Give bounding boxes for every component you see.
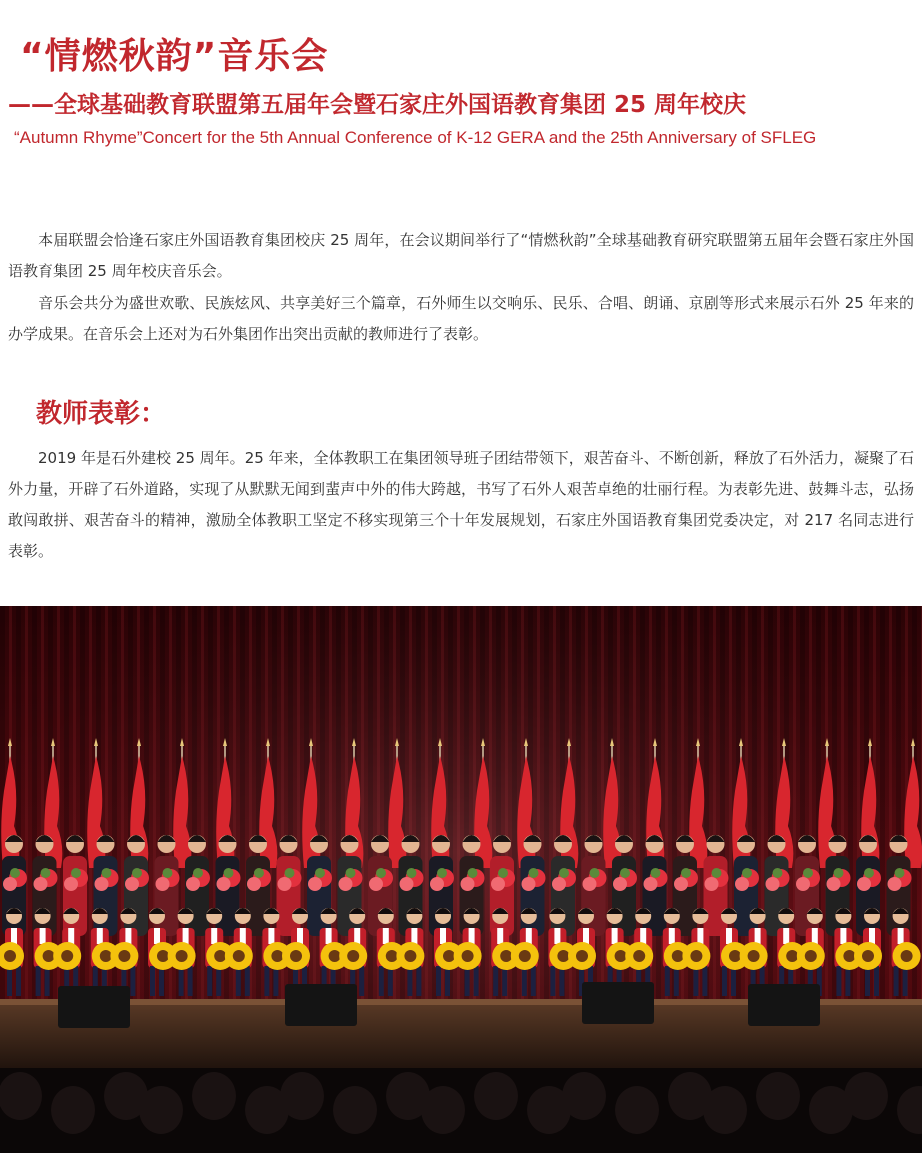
- english-title: “Autumn Rhyme”Concert for the 5th Annual Conference of K-12 GERA and the 25th Anniversary of SFLEG: [14, 128, 817, 147]
- concert-photo: [0, 606, 922, 1153]
- intro-paragraph-1: [8, 225, 914, 287]
- section-heading: 教师表彰：: [36, 399, 167, 429]
- intro-paragraph-1-text: 本届联盟会恰逢石家庄外国语教育集团校庆 25 周年，在会议期间举行了“情燃秋韵”全球基础教育研究联盟第五届年会暨石家庄外国语教育集团 25 周年校庆音乐会。: [8, 231, 914, 280]
- audience-head: [0, 1072, 42, 1120]
- intro-paragraph-2: [8, 288, 914, 350]
- audience-head: [280, 1072, 324, 1120]
- page-title: “情燃秋韵”音乐会: [20, 36, 329, 77]
- audience-head: [333, 1086, 377, 1134]
- audience-head: [51, 1086, 95, 1134]
- audience-head: [756, 1072, 800, 1120]
- section-paragraph-text: 2019 年是石外建校 25 周年。25 年来，全体教职工在集团领导班子团结带领下，艰苦奋斗、不断创新，释放了石外活力，凝聚了石外力量，开辟了石外道路，实现了从默默无闻到蜚声中外的伟大跨越，书写了石外人艰苦卓绝的壮丽行程。为表彰先进、鼓舞斗志，弘扬敢闯敢拼、艰苦奋斗的精神，激励全体教职工坚定不移实现第三个十年发展规划，石家庄外国语教育集团党委决定，对 217 名同志进行表彰。: [8, 449, 914, 560]
- speaker: [748, 984, 820, 1026]
- audience-head: [139, 1086, 183, 1134]
- intro-paragraph-2-text: 音乐会共分为盛世欢歌、民族炫风、共享美好三个篇章，石外师生以交响乐、民乐、合唱、朗诵、京剧等形式来展示石外 25 年来的办学成果。在音乐会上还对为石外集团作出突出贡献的教师进行了表彰。: [8, 294, 914, 343]
- audience-head: [844, 1072, 888, 1120]
- audience-head: [474, 1072, 518, 1120]
- page-subtitle: ——全球基础教育联盟第五届年会暨石家庄外国语教育集团 25 周年校庆: [8, 92, 747, 118]
- section-paragraph: [8, 443, 914, 567]
- speaker: [582, 982, 654, 1024]
- audience-head: [615, 1086, 659, 1134]
- audience-head: [421, 1086, 465, 1134]
- audience-head: [562, 1072, 606, 1120]
- audience-head: [192, 1072, 236, 1120]
- audience-head: [703, 1086, 747, 1134]
- speaker: [285, 984, 357, 1026]
- speaker: [58, 986, 130, 1028]
